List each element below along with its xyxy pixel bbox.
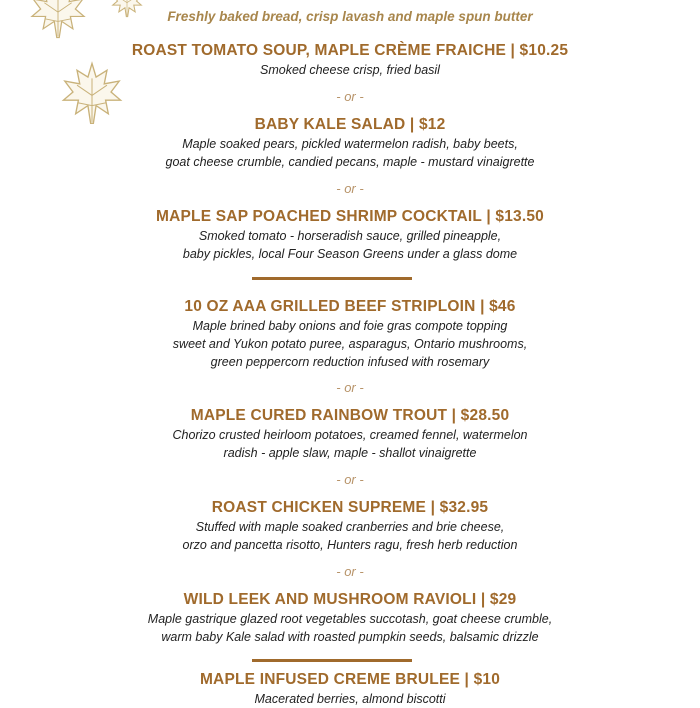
menu-item-description: Maple soaked pears, pickled watermelon radish, baby beets, [182, 137, 518, 151]
menu-item-title: 10 OZ AAA GRILLED BEEF STRIPLOIN | $46 [184, 298, 516, 315]
menu-item-description: Chorizo crusted heirloom potatoes, creamed fennel, watermelon [172, 428, 528, 442]
menu-item [0, 41, 700, 79]
menu-item-description: sweet and Yukon potato puree, asparagus, Ontario mushrooms, [172, 337, 528, 351]
or-separator: - or - [336, 564, 364, 579]
menu-item [0, 590, 700, 646]
menu-item-description: Smoked tomato - horseradish sauce, grilled pineapple, [198, 229, 502, 243]
or-separator: - or - [336, 181, 364, 196]
or-separator: - or - [336, 380, 364, 395]
menu-item-title: ROAST TOMATO SOUP, MAPLE CRÈME FRAICHE | $10.25 [131, 42, 569, 59]
menu-item-description: Maple brined baby onions and foie gras compote topping [192, 319, 508, 333]
menu-item-title: WILD LEEK AND MUSHROOM RAVIOLI | $29 [183, 591, 517, 608]
menu-item-description: Maple gastrique glazed root vegetables succotash, goat cheese crumble, [147, 612, 553, 626]
menu-item-title: MAPLE CURED RAINBOW TROUT | $28.50 [190, 407, 510, 424]
menu-item-description: baby pickles, local Four Season Greens under a glass dome [182, 247, 518, 261]
or-separator: - or - [336, 89, 364, 104]
menu-item [0, 406, 700, 462]
menu-item-title: MAPLE INFUSED CREME BRULEE | $10 [199, 671, 501, 688]
menu-item-description: warm baby Kale salad with roasted pumpkin seeds, balsamic drizzle [161, 630, 539, 644]
menu-item-description: Smoked cheese crisp, fried basil [260, 63, 440, 77]
menu-item-description: green peppercorn reduction infused with rosemary [210, 355, 490, 369]
menu-item [0, 297, 700, 371]
menu-item-description: radish - apple slaw, maple - shallot vinaigrette [223, 446, 477, 460]
menu-item-title: ROAST CHICKEN SUPREME | $32.95 [211, 499, 489, 516]
menu-item-description: Stuffed with maple soaked cranberries and brie cheese, [195, 520, 505, 534]
or-separator: - or - [336, 472, 364, 487]
menu-item [0, 115, 700, 171]
bread-service-note: Freshly baked bread, crisp lavash and maple spun butter [167, 9, 533, 24]
menu-item-description: goat cheese crumble, candied pecans, maple - mustard vinaigrette [165, 155, 535, 169]
section-divider [252, 659, 412, 662]
menu-item [0, 207, 700, 263]
menu-item-title: BABY KALE SALAD | $12 [254, 116, 446, 133]
section-divider [252, 277, 412, 280]
menu-item [0, 670, 700, 708]
menu-item-description: orzo and pancetta risotto, Hunters ragu, fresh herb reduction [182, 538, 518, 552]
menu-item-description: Macerated berries, almond biscotti [254, 692, 446, 706]
menu-item-title: MAPLE SAP POACHED SHRIMP COCKTAIL | $13.50 [156, 208, 544, 225]
menu-item [0, 498, 700, 554]
